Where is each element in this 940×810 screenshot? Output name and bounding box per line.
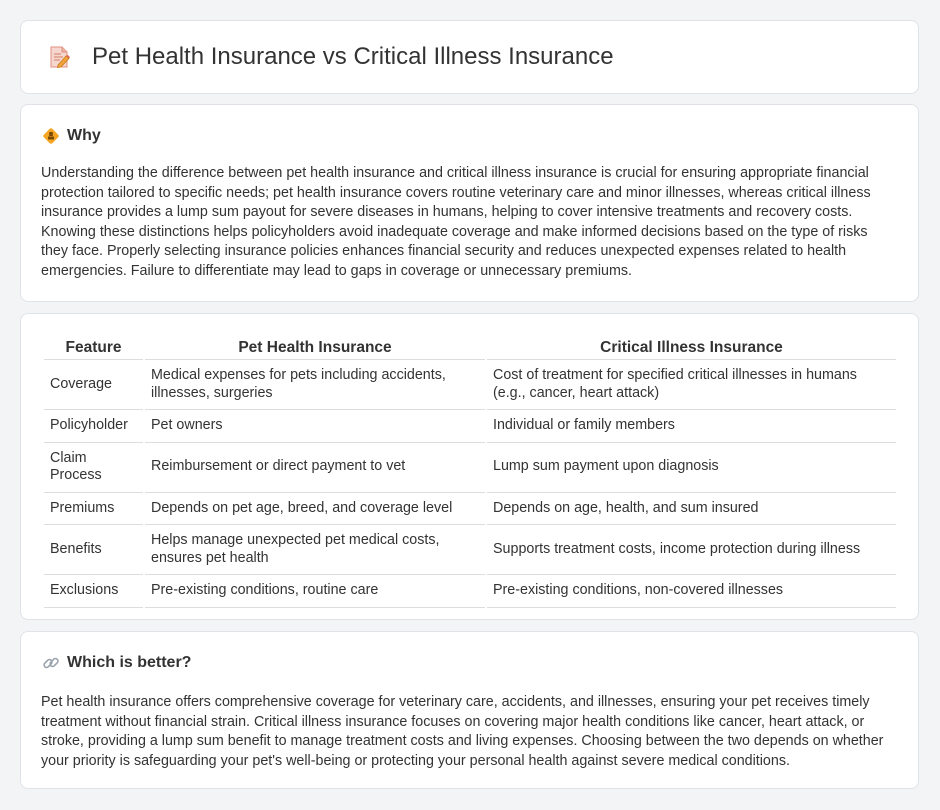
pet-health-cell: Reimbursement or direct payment to vet <box>145 443 485 493</box>
table-row <box>44 525 896 575</box>
table-row <box>44 410 896 443</box>
title-card <box>20 20 919 94</box>
feature-cell: Benefits <box>44 525 143 575</box>
why-body: Understanding the difference between pet health insurance and critical illness insurance is crucial for ensuring appropriate financial protection tailored to specific needs; pet health insurance covers routine veterinary care and minor illnesses, whereas critical illness insurance provides a lump sum payout for severe diseases in humans, helping to cover intensive treatments and recovery costs. Knowing these distinctions helps policyholders avoid inadequate coverage and make informed decisions based on the type of risks they face. Properly selecting insurance policies enhances financial security and reduces unexpected expenses related to health emergencies. Failure to differentiate may lead to gaps in coverage or unnecessary premiums. <box>41 165 871 279</box>
critical-illness-cell: Lump sum payment upon diagnosis <box>487 443 896 493</box>
critical-illness-cell: Pre-existing conditions, non-covered illnesses <box>487 575 896 608</box>
pet-health-cell: Depends on pet age, breed, and coverage level <box>145 493 485 526</box>
better-heading <box>42 654 191 672</box>
pet-health-cell: Medical expenses for pets including accidents, illnesses, surgeries <box>145 360 485 410</box>
pet-health-cell: Pre-existing conditions, routine care <box>145 575 485 608</box>
which-is-better-section <box>20 631 919 789</box>
title-row <box>48 43 614 71</box>
pet-health-cell: Helps manage unexpected pet medical costs, ensures pet health <box>145 525 485 575</box>
feature-cell: Coverage <box>44 360 143 410</box>
why-heading <box>42 127 101 145</box>
critical-illness-cell: Cost of treatment for specified critical illnesses in humans (e.g., cancer, heart attack) <box>487 360 896 410</box>
table-row <box>44 360 896 410</box>
feature-cell: Premiums <box>44 493 143 526</box>
column-header-critical-illness: Critical Illness Insurance <box>487 336 896 360</box>
column-header-pet-health: Pet Health Insurance <box>145 336 485 360</box>
critical-illness-cell: Depends on age, health, and sum insured <box>487 493 896 526</box>
diamond-warning-icon <box>42 127 60 145</box>
better-title: Which is better? <box>67 654 192 671</box>
feature-cell: Claim Process <box>44 443 143 493</box>
document-edit-icon <box>48 44 70 70</box>
why-title: Why <box>67 127 101 144</box>
table-row <box>44 493 896 526</box>
table-row <box>44 575 896 608</box>
table-row <box>44 443 896 493</box>
comparison-table-card <box>20 313 919 620</box>
pet-health-cell: Pet owners <box>145 410 485 443</box>
why-section <box>20 104 919 302</box>
table-header-row <box>44 336 896 360</box>
comparison-table <box>42 336 898 608</box>
critical-illness-cell: Individual or family members <box>487 410 896 443</box>
critical-illness-cell: Supports treatment costs, income protection during illness <box>487 525 896 575</box>
column-header-feature: Feature <box>44 336 143 360</box>
feature-cell: Policyholder <box>44 410 143 443</box>
feature-cell: Exclusions <box>44 575 143 608</box>
page-title: Pet Health Insurance vs Critical Illness Insurance <box>92 43 614 70</box>
link-icon <box>42 654 60 672</box>
better-body: Pet health insurance offers comprehensive coverage for veterinary care, accidents, and illnesses, ensuring your pet receives timely treatment without financial strain. Critical illness insurance focuses on covering major health conditions like cancer, heart attack, or stroke, providing a lump sum benefit to manage treatment costs and living expenses. Choosing between the two depends on whether your priority is safeguarding your pet's well-being or protecting your personal health against severe medical conditions. <box>41 694 884 769</box>
